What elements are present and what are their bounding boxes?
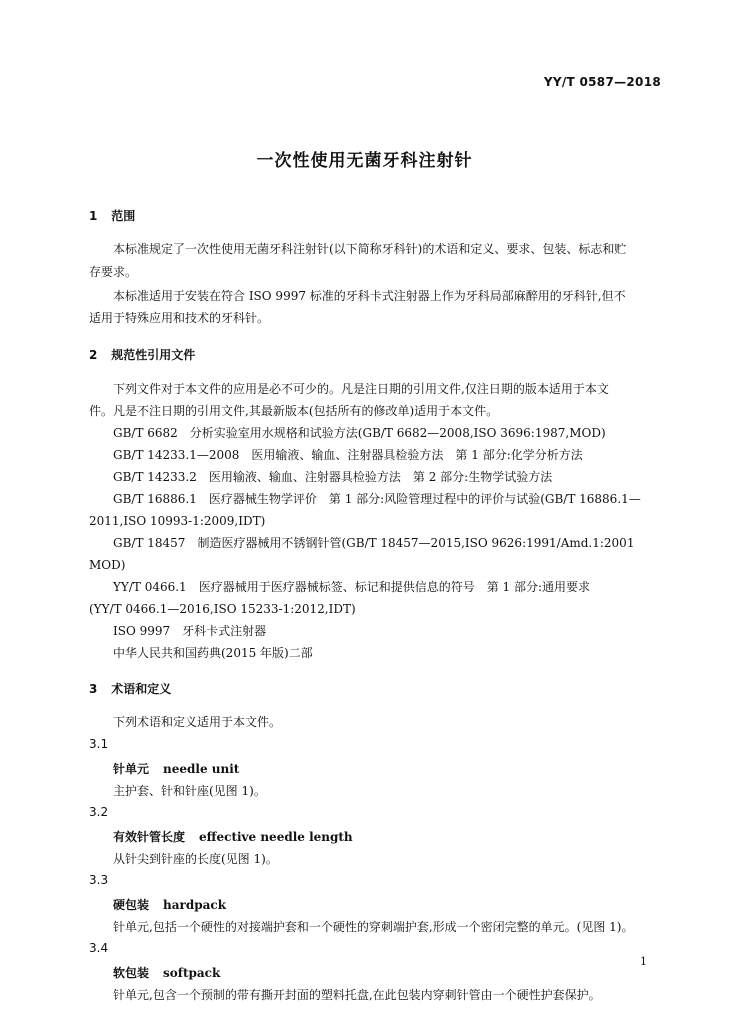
term-name-zh: 软包装	[113, 966, 150, 980]
reference-entry: YY/T 0466.1 医疗器械用于医疗器械标签、标记和提供信息的符号 第 1 部分:通用要求	[113, 580, 591, 594]
term-number: 3.1	[89, 737, 109, 751]
paragraph-line: 本标准适用于安装在符合 ISO 9997 标准的牙科卡式注射器上作为牙科局部麻醉用的牙科针,但不	[113, 289, 626, 303]
paragraph-line: 适用于特殊应用和技术的牙科针。	[89, 311, 270, 325]
term-definition: 针单元,包括一个硬性的对接端护套和一个硬性的穿刺端护套,形成一个密闭完整的单元。(见图 1)。	[113, 920, 634, 934]
term-name-en: effective needle length	[199, 830, 353, 844]
reference-entry: GB/T 14233.1—2008 医用输液、输血、注射器具检验方法 第 1 部分:化学分析方法	[113, 448, 583, 462]
reference-entry: ISO 9997 牙科卡式注射器	[113, 624, 267, 638]
document-title: 一次性使用无菌牙科注射针	[256, 151, 473, 171]
paragraph-line: 本标准规定了一次性使用无菌牙科注射针(以下简称牙科针)的术语和定义、要求、包装、标志和贮	[113, 242, 627, 256]
term-definition: 从针尖到针座的长度(见图 1)。	[113, 852, 278, 866]
paragraph-line: 下列术语和定义适用于本文件。	[113, 715, 282, 729]
section-2-heading	[89, 346, 195, 363]
section-1-heading	[89, 207, 135, 224]
term-number: 3.3	[89, 873, 109, 887]
section-title: 范围	[111, 209, 136, 223]
section-number: 1	[89, 209, 98, 223]
page-number: 1	[640, 955, 647, 968]
section-title: 术语和定义	[111, 682, 172, 696]
reference-entry: 中华人民共和国药典(2015 年版)二部	[113, 646, 313, 660]
term-definition: 主护套、针和针座(见图 1)。	[113, 784, 266, 798]
reference-entry-continued: MOD)	[89, 558, 126, 572]
reference-entry-continued: (YY/T 0466.1—2016,ISO 15233-1:2012,IDT)	[89, 602, 356, 616]
section-number: 2	[89, 348, 98, 362]
term-name-en: needle unit	[163, 762, 240, 776]
section-3-heading	[89, 680, 171, 697]
section-number: 3	[89, 682, 98, 696]
term-name-en: softpack	[163, 966, 221, 980]
reference-entry: GB/T 14233.2 医用输液、输血、注射器具检验方法 第 2 部分:生物学试验方法	[113, 470, 553, 484]
reference-entry-continued: 2011,ISO 10993-1:2009,IDT)	[89, 514, 266, 528]
term-number: 3.4	[89, 941, 109, 955]
term-name	[113, 828, 353, 845]
reference-entry: GB/T 16886.1 医疗器械生物学评价 第 1 部分:风险管理过程中的评价与试验(GB/T 16886.1—	[113, 492, 641, 506]
reference-entry: GB/T 6682 分析实验室用水规格和试验方法(GB/T 6682—2008,ISO 3696:1987,MOD)	[113, 426, 606, 440]
term-name	[113, 964, 220, 981]
term-name-zh: 有效针管长度	[113, 830, 186, 844]
standard-code: YY/T 0587—2018	[543, 75, 661, 89]
term-definition: 针单元,包含一个预制的带有撕开封面的塑料托盘,在此包装内穿刺针管由一个硬性护套保护。	[113, 988, 601, 1002]
paragraph-line: 下列文件对于本文件的应用是必不可少的。凡是注日期的引用文件,仅注日期的版本适用于本文	[113, 382, 609, 396]
term-name	[113, 760, 239, 777]
term-number: 3.2	[89, 805, 109, 819]
reference-entry: GB/T 18457 制造医疗器械用不锈钢针管(GB/T 18457—2015,ISO 9626:1991/Amd.1:2001	[113, 536, 635, 550]
paragraph-line: 件。凡是不注日期的引用文件,其最新版本(包括所有的修改单)适用于本文件。	[89, 404, 499, 418]
term-name-zh: 针单元	[113, 762, 150, 776]
paragraph-line: 存要求。	[89, 265, 138, 279]
section-title: 规范性引用文件	[111, 348, 196, 362]
term-name-en: hardpack	[163, 898, 227, 912]
term-name-zh: 硬包装	[113, 898, 150, 912]
term-name	[113, 896, 226, 913]
